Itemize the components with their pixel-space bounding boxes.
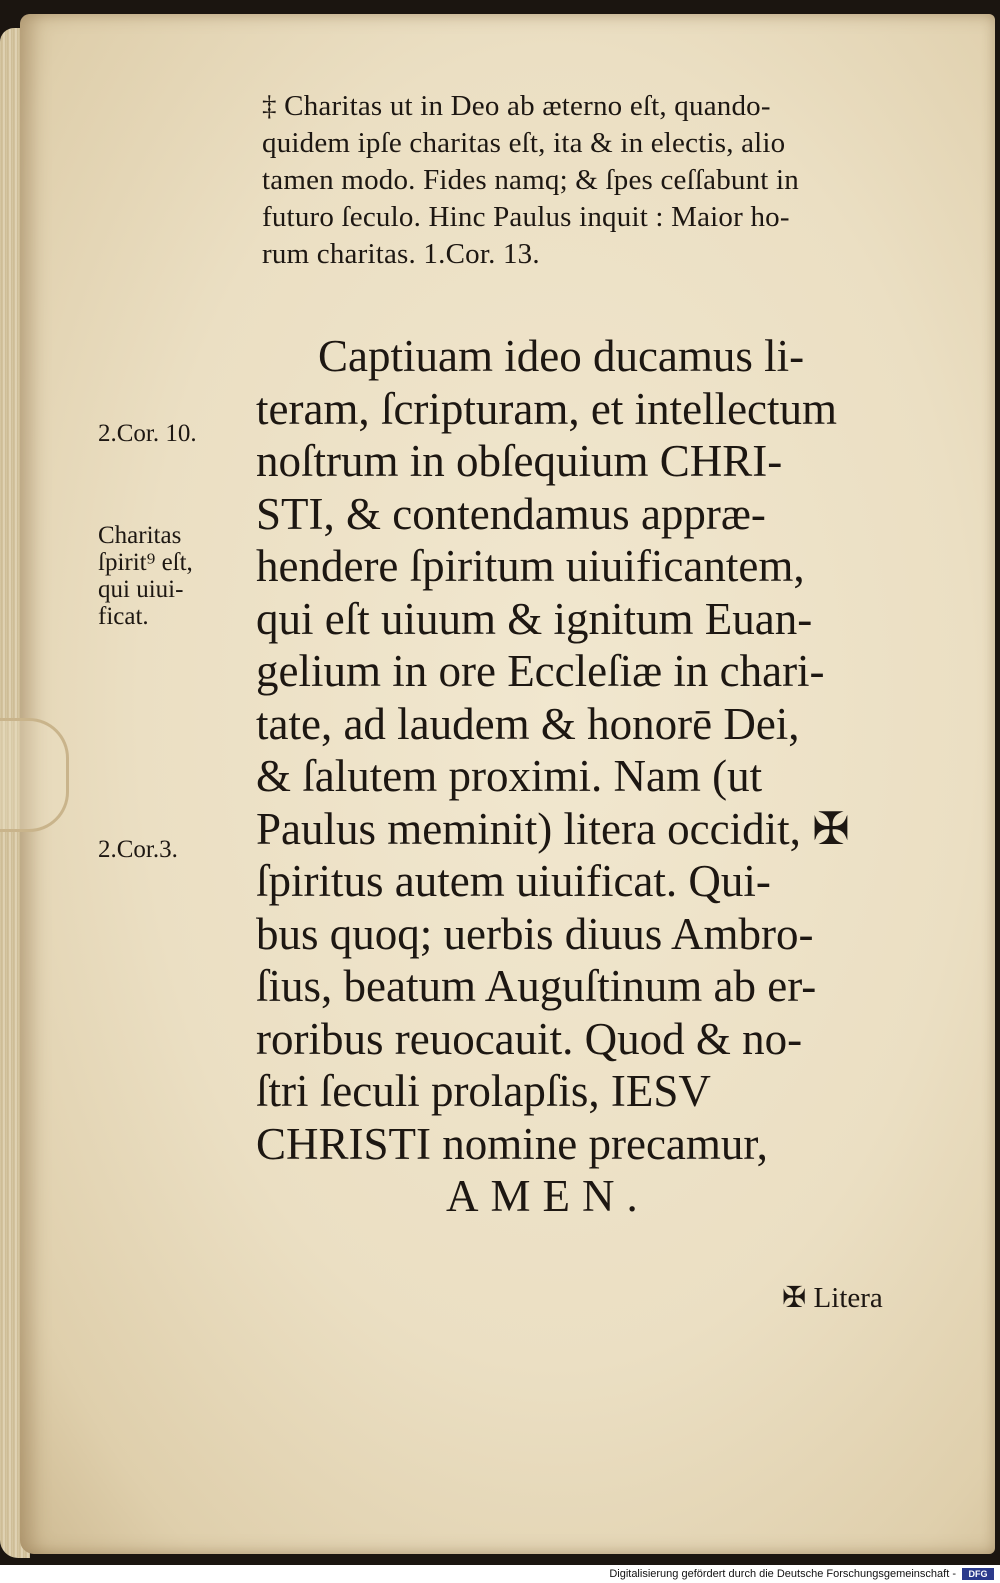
main-text-line: bus quoq; uerbis diuus Ambro- <box>256 908 814 959</box>
footer-bar <box>0 1565 1000 1583</box>
main-text-line: Paulus meminit) litera occidit, ✠ <box>256 803 850 854</box>
funding-credit: Digitalisierung gefördert durch die Deutsche Forschungsgemeinschaft - <box>609 1568 956 1580</box>
page-clip <box>0 718 69 832</box>
main-text-line: ſpiritus autem uiuificat. Qui- <box>256 856 771 906</box>
footnote-line: ‡ Charitas ut in Deo ab æterno eſt, quando- <box>262 90 771 122</box>
main-text-block <box>256 330 936 1223</box>
main-text-line: hendere ſpiritum uiuificantem, <box>256 541 805 591</box>
catchword: ✠ Litera <box>782 1282 883 1314</box>
footnote-line: quidem ipſe charitas eſt, ita & in electis, alio <box>262 127 786 159</box>
main-text-line: gelium in ore Eccleſiæ in chari- <box>256 646 825 696</box>
main-text-line: teram, ſcripturam, et intellectum <box>256 383 838 434</box>
main-text-line: & ſalutem proximi. Nam (ut <box>256 751 763 801</box>
main-text-line: Captiuam ideo ducamus li- <box>318 331 805 381</box>
main-text-line: tate, ad laudem & honorē Dei, <box>256 698 800 749</box>
main-text-line: ſtri ſeculi prolapſis, IESV <box>256 1066 711 1116</box>
margin-note <box>98 522 253 630</box>
main-text-line: STI, & contendamus appræ- <box>256 488 766 539</box>
dfg-logo: DFG <box>962 1568 994 1580</box>
main-text-line: ſius, beatum Auguſtinum ab er- <box>256 961 817 1011</box>
main-text-line: noſtrum in obſequium CHRI- <box>256 436 783 486</box>
main-text-line: roribus reuocauit. Quod & no- <box>256 1013 803 1064</box>
margin-reference-1: 2.Cor. 10. <box>98 420 197 447</box>
main-text-line: CHRISTI nomine precamur, <box>256 1118 768 1169</box>
footnote-line: futuro ſeculo. Hinc Paulus inquit : Maior ho- <box>262 201 790 233</box>
margin-note-line: qui uiui- <box>98 576 184 603</box>
footnote-line: tamen modo. Fides namq; & ſpes ceſſabunt in <box>262 164 799 196</box>
margin-note-line: Charitas <box>98 522 182 549</box>
margin-note-line: ſpirit⁹ eſt, <box>98 549 193 576</box>
margin-note-line: ficat. <box>98 603 149 630</box>
margin-reference-2: 2.Cor.3. <box>98 836 178 863</box>
main-text-line: qui eſt uiuum & ignitum Euan- <box>256 593 813 644</box>
footnote-line: rum charitas. 1.Cor. 13. <box>262 238 540 270</box>
footnote-block <box>262 88 932 273</box>
closing-amen: AMEN. <box>446 1171 650 1221</box>
